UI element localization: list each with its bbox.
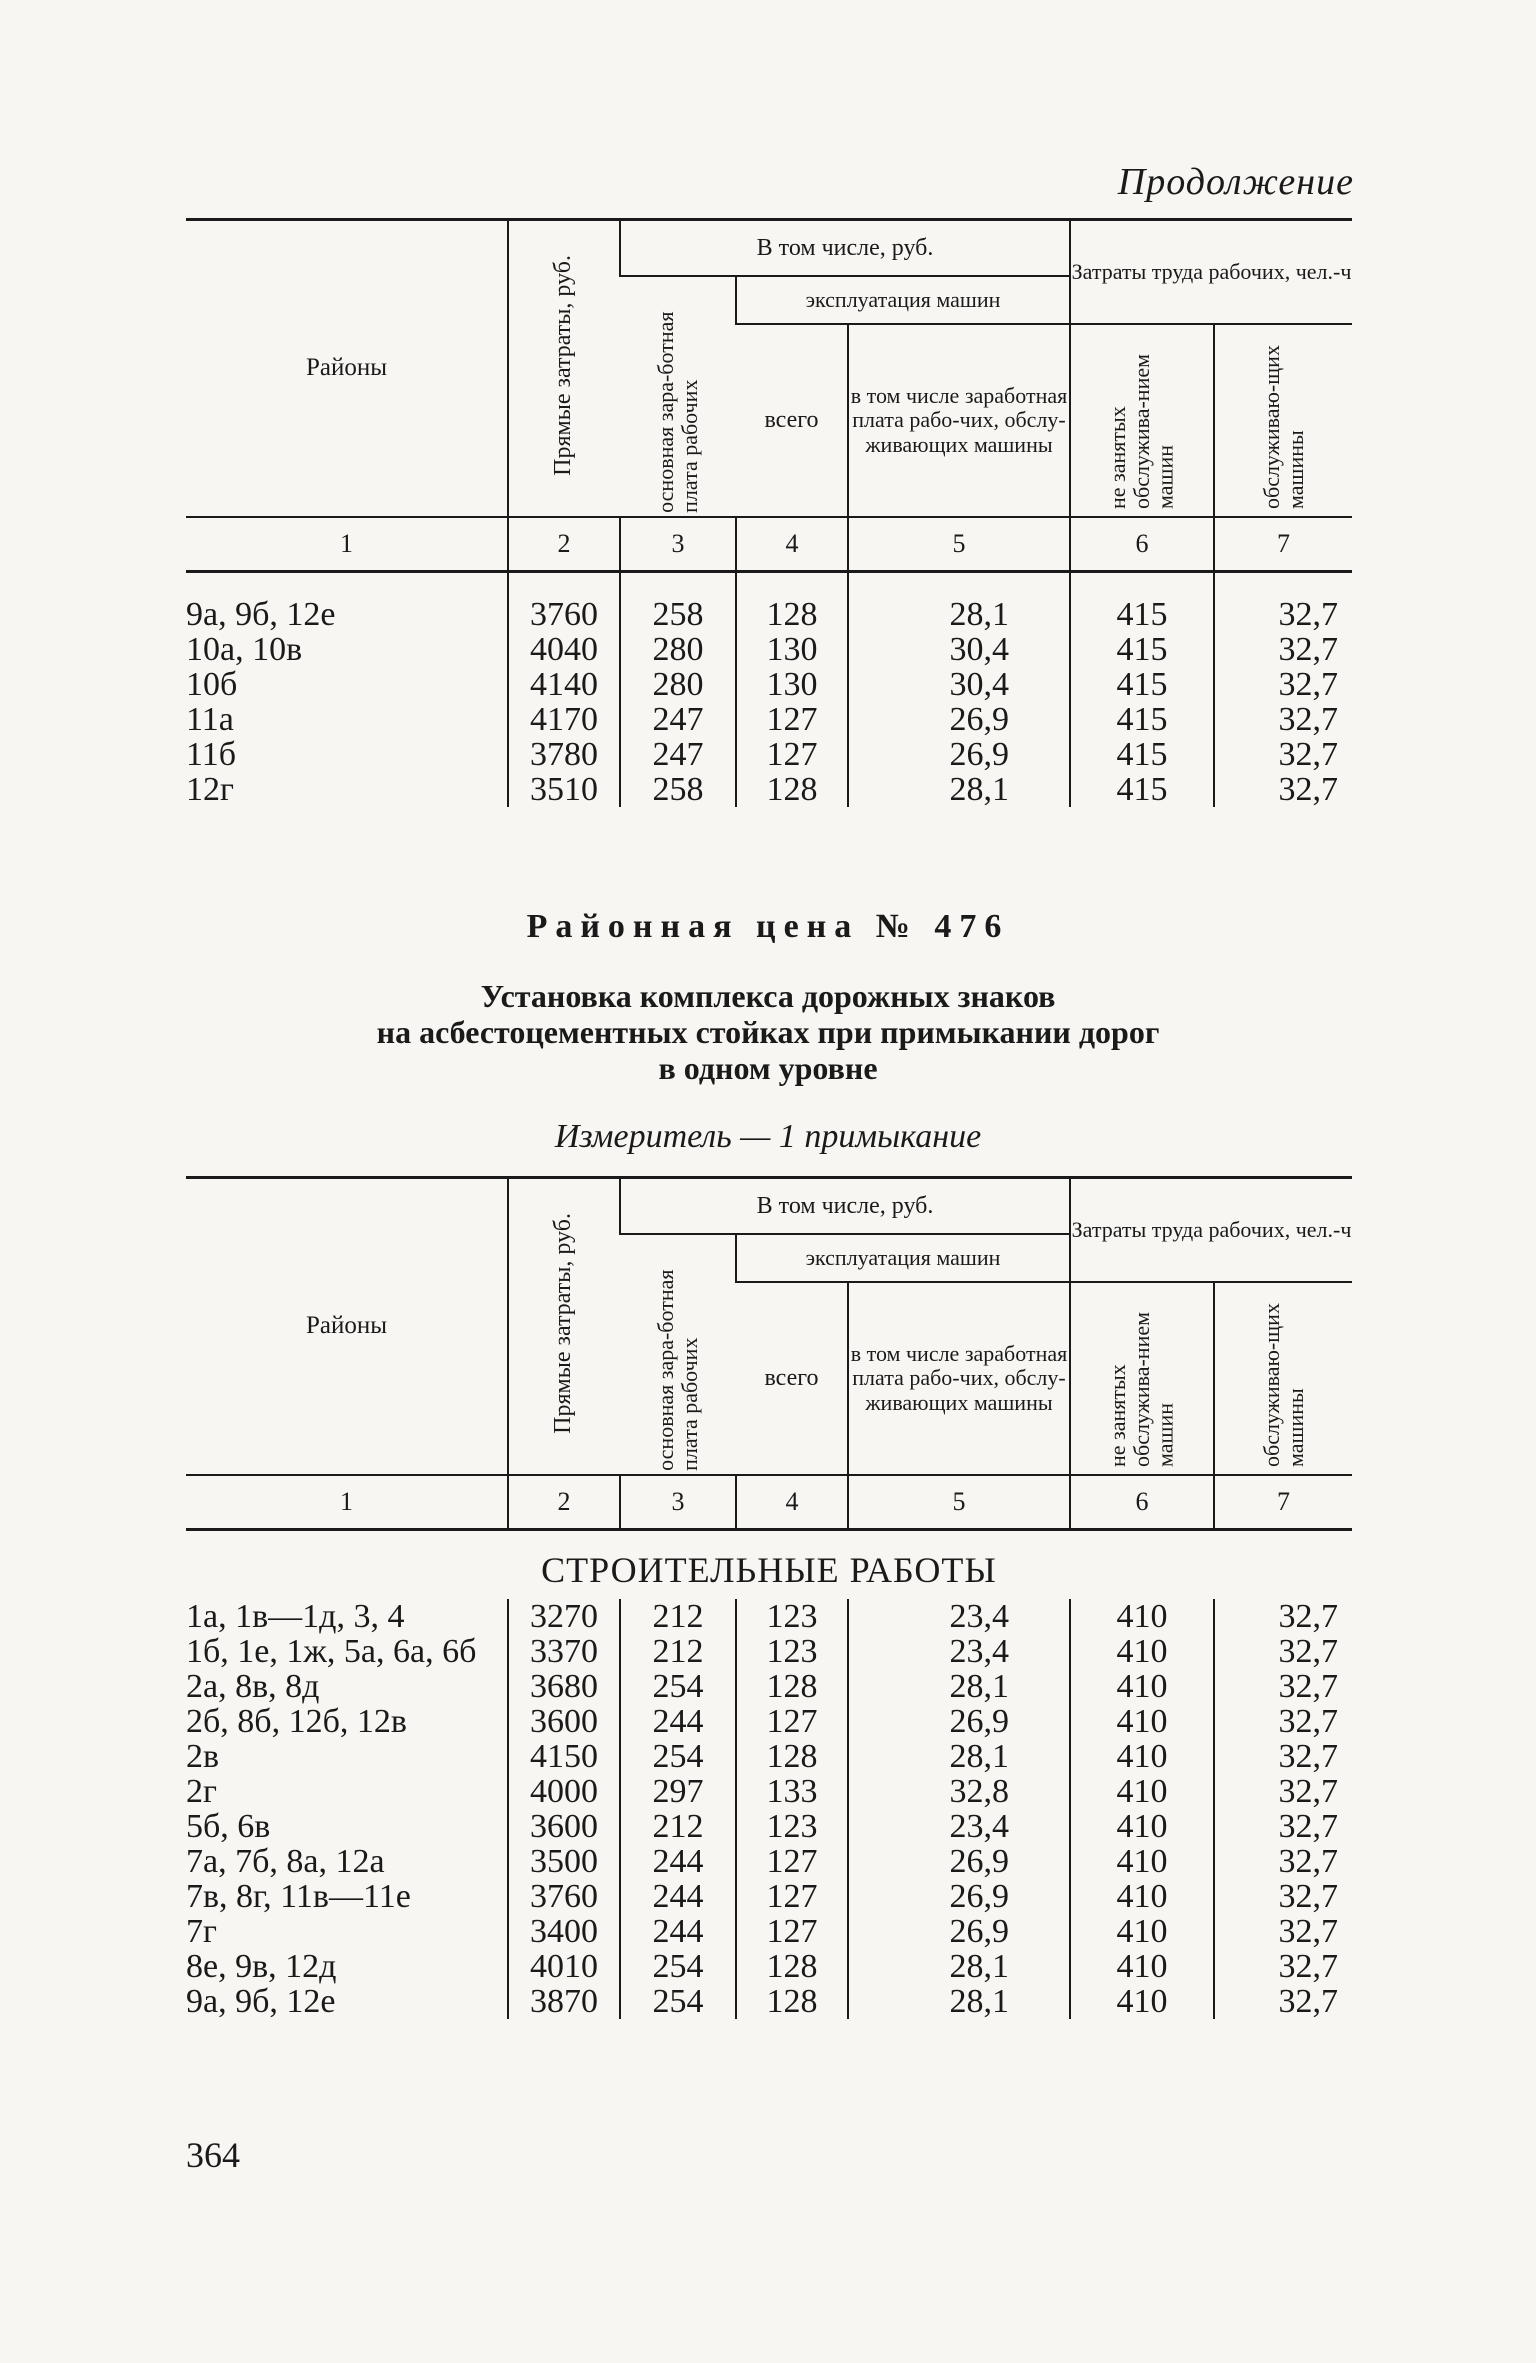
header-machine-wage: в том числе заработная плата рабо-чих, обслу-живающих машины [848,1282,1070,1475]
value-cell: 415 [1070,667,1214,702]
price-title: Районная цена № 476 [526,908,1010,945]
value-cell: 28,1 [848,1739,1070,1774]
work-title: Установка комплекса дорожных знаков на асбестоцементных стойках при примыкании дорог в одном уровне [376,978,1160,1086]
value-cell: 127 [736,1844,848,1879]
value-cell: 32,8 [848,1774,1070,1809]
table-row [186,1704,1352,1739]
header-group-including: В том числе, руб. [620,220,1070,277]
section-heading: СТРОИТЕЛЬНЫЕ РАБОТЫ [541,1549,997,1590]
value-cell: 32,7 [1214,1704,1352,1739]
section-heading-row [186,1529,1352,1599]
region-cell: 9а, 9б, 12е [186,595,336,633]
value-cell: 28,1 [848,1669,1070,1704]
value-cell: 410 [1070,1599,1214,1634]
value-cell: 32,7 [1214,1599,1352,1634]
region-cell: 11б [186,735,237,773]
value-cell: 26,9 [848,1914,1070,1949]
value-cell: 415 [1070,737,1214,772]
value-cell: 254 [620,1739,736,1774]
value-cell: 32,7 [1214,632,1352,667]
page-number: 364 [186,2135,240,2175]
value-cell: 32,7 [1214,737,1352,772]
value-cell: 410 [1070,1914,1214,1949]
value-cell: 415 [1070,702,1214,737]
column-numbers-row: 1 2 3 4 5 6 7 [186,517,1352,572]
value-cell: 23,4 [848,1809,1070,1844]
value-cell: 3370 [508,1634,620,1669]
value-cell: 3780 [508,737,620,772]
table-row [186,772,1352,807]
value-cell: 4150 [508,1739,620,1774]
region-cell: 2а, 8в, 8д [186,1667,320,1705]
value-cell: 3600 [508,1809,620,1844]
header-base-wage: основная зара-ботная плата рабочих [652,1269,702,1471]
value-cell: 32,7 [1214,1949,1352,1984]
header-labor-idle: не занятых обслужива-нием машин [1070,1282,1214,1475]
value-cell: 410 [1070,1634,1214,1669]
value-cell: 254 [620,1984,736,2019]
value-cell: 128 [736,772,848,807]
value-cell: 23,4 [848,1599,1070,1634]
value-cell: 4010 [508,1949,620,1984]
value-cell: 280 [620,667,736,702]
table-row [186,597,1352,632]
table-row [186,1739,1352,1774]
value-cell: 32,7 [1214,1774,1352,1809]
value-cell: 26,9 [848,737,1070,772]
value-cell: 3510 [508,772,620,807]
region-cell: 1б, 1е, 1ж, 5а, 6а, 6б [186,1632,477,1670]
header-group-labor: Затраты труда рабочих, чел.-ч [1070,1178,1352,1283]
header-direct-costs: Прямые затраты, руб. [508,220,620,517]
value-cell: 410 [1070,1739,1214,1774]
region-cell: 2в [186,1737,220,1775]
value-cell: 254 [620,1669,736,1704]
value-cell: 127 [736,1879,848,1914]
cost-table-476 [186,1176,1352,2019]
table-row [186,1844,1352,1879]
value-cell: 130 [736,667,848,702]
value-cell: 415 [1070,632,1214,667]
value-cell: 247 [620,702,736,737]
value-cell: 3600 [508,1704,620,1739]
table-row [186,737,1352,772]
value-cell: 32,7 [1214,1634,1352,1669]
value-cell: 127 [736,1914,848,1949]
value-cell: 410 [1070,1879,1214,1914]
table1-body [186,571,1352,807]
value-cell: 297 [620,1774,736,1809]
value-cell: 410 [1070,1774,1214,1809]
value-cell: 130 [736,632,848,667]
value-cell: 3500 [508,1844,620,1879]
table2-body [186,1599,1352,2019]
value-cell: 32,7 [1214,1669,1352,1704]
table-header [186,220,1352,517]
value-cell: 212 [620,1599,736,1634]
value-cell: 244 [620,1704,736,1739]
value-cell: 127 [736,702,848,737]
table-row [186,667,1352,702]
table-row [186,1599,1352,1634]
table-row [186,1879,1352,1914]
value-cell: 30,4 [848,667,1070,702]
value-cell: 212 [620,1634,736,1669]
header-regions: Районы [305,1312,388,1340]
value-cell: 280 [620,632,736,667]
value-cell: 23,4 [848,1634,1070,1669]
continuation-label: Продолжение [1117,161,1354,203]
region-cell: 7г [186,1912,217,1950]
value-cell: 410 [1070,1809,1214,1844]
value-cell: 128 [736,1984,848,2019]
value-cell: 3270 [508,1599,620,1634]
value-cell: 128 [736,1949,848,1984]
cost-table-continued [186,218,1352,807]
value-cell: 32,7 [1214,667,1352,702]
table-row [186,632,1352,667]
region-cell: 12г [186,770,234,808]
value-cell: 3870 [508,1984,620,2019]
value-cell: 415 [1070,597,1214,632]
header-machines-total: всего [764,407,819,433]
value-cell: 244 [620,1844,736,1879]
value-cell: 3760 [508,1879,620,1914]
value-cell: 410 [1070,1984,1214,2019]
region-cell: 10а, 10в [186,630,303,668]
header-group-labor: Затраты труда рабочих, чел.-ч [1070,220,1352,325]
header-base-wage: основная зара-ботная плата рабочих [652,311,702,513]
value-cell: 3680 [508,1669,620,1704]
value-cell: 254 [620,1949,736,1984]
header-regions: Районы [305,354,388,382]
region-cell: 7а, 7б, 8а, 12а [186,1842,385,1880]
value-cell: 127 [736,1704,848,1739]
value-cell: 3760 [508,597,620,632]
value-cell: 410 [1070,1949,1214,1984]
header-labor-idle: не занятых обслужива-нием машин [1070,324,1214,517]
value-cell: 26,9 [848,1879,1070,1914]
header-group-machines: эксплуатация машин [736,276,1070,324]
value-cell: 4040 [508,632,620,667]
value-cell: 28,1 [848,1984,1070,2019]
region-cell: 8е, 9в, 12д [186,1947,337,1985]
header-group-machines: эксплуатация машин [736,1234,1070,1282]
value-cell: 258 [620,597,736,632]
header-direct-costs: Прямые затраты, руб. [508,1178,620,1475]
value-cell: 244 [620,1914,736,1949]
table-row [186,1949,1352,1984]
value-cell: 258 [620,772,736,807]
value-cell: 32,7 [1214,1879,1352,1914]
region-cell: 11а [186,700,234,738]
value-cell: 123 [736,1809,848,1844]
measure-unit: Измеритель — 1 примыкание [554,1118,982,1155]
table-row [186,1774,1352,1809]
value-cell: 410 [1070,1669,1214,1704]
value-cell: 410 [1070,1704,1214,1739]
header-group-including: В том числе, руб. [620,1178,1070,1235]
value-cell: 410 [1070,1844,1214,1879]
header-machines-total: всего [764,1365,819,1391]
region-cell: 9а, 9б, 12е [186,1982,336,2020]
region-cell: 2г [186,1772,217,1810]
value-cell: 123 [736,1634,848,1669]
region-cell: 10б [186,665,238,703]
value-cell: 28,1 [848,1949,1070,1984]
table-row [186,702,1352,737]
header-labor-machines: обслуживаю-щих машины [1214,1282,1352,1475]
value-cell: 32,7 [1214,1739,1352,1774]
table-row [186,1669,1352,1704]
value-cell: 4170 [508,702,620,737]
table-row [186,1809,1352,1844]
value-cell: 32,7 [1214,1984,1352,2019]
value-cell: 32,7 [1214,1809,1352,1844]
value-cell: 133 [736,1774,848,1809]
value-cell: 128 [736,1739,848,1774]
value-cell: 32,7 [1214,1844,1352,1879]
value-cell: 415 [1070,772,1214,807]
value-cell: 32,7 [1214,702,1352,737]
value-cell: 212 [620,1809,736,1844]
value-cell: 26,9 [848,1704,1070,1739]
region-cell: 5б, 6в [186,1807,271,1845]
value-cell: 128 [736,1669,848,1704]
table-row [186,1634,1352,1669]
header-labor-machines: обслуживаю-щих машины [1214,324,1352,517]
value-cell: 32,7 [1214,1914,1352,1949]
value-cell: 32,7 [1214,772,1352,807]
value-cell: 26,9 [848,702,1070,737]
value-cell: 26,9 [848,1844,1070,1879]
table-row [186,1984,1352,2019]
value-cell: 123 [736,1599,848,1634]
value-cell: 128 [736,597,848,632]
region-cell: 2б, 8б, 12б, 12в [186,1702,407,1740]
value-cell: 4000 [508,1774,620,1809]
value-cell: 247 [620,737,736,772]
value-cell: 30,4 [848,632,1070,667]
region-cell: 7в, 8г, 11в—11е [186,1877,411,1915]
value-cell: 244 [620,1879,736,1914]
value-cell: 3400 [508,1914,620,1949]
value-cell: 28,1 [848,597,1070,632]
table-row [186,1914,1352,1949]
value-cell: 4140 [508,667,620,702]
region-cell: 1а, 1в—1д, 3, 4 [186,1597,405,1635]
value-cell: 127 [736,737,848,772]
value-cell: 32,7 [1214,597,1352,632]
value-cell: 28,1 [848,772,1070,807]
column-numbers-row: 1 2 3 4 5 6 7 [186,1475,1352,1530]
table-header [186,1178,1352,1475]
header-machine-wage: в том числе заработная плата рабо-чих, обслу-живающих машины [848,324,1070,517]
